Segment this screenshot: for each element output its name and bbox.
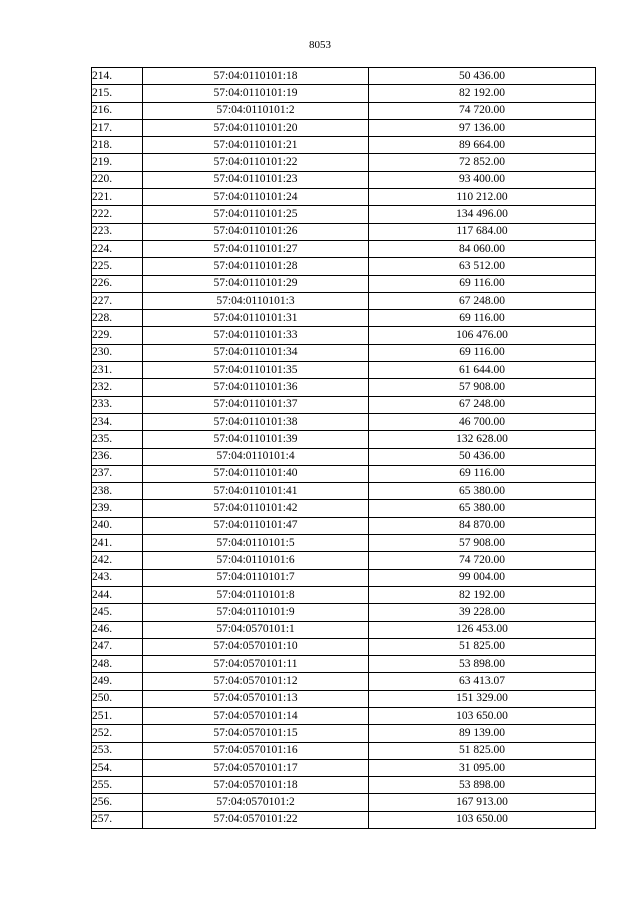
row-number: 233.: [92, 396, 143, 413]
table-row: [92, 586, 596, 603]
cadastral-value: 51 825.00: [369, 742, 596, 759]
cadastral-value: 93 400.00: [369, 171, 596, 188]
cadastral-value: 67 248.00: [369, 292, 596, 309]
table-row: [92, 811, 596, 828]
row-number: 251.: [92, 707, 143, 724]
table-row: [92, 310, 596, 327]
cadastral-number: 57:04:0110101:47: [143, 517, 369, 534]
cadastral-number: 57:04:0110101:25: [143, 206, 369, 223]
cadastral-value: 57 908.00: [369, 535, 596, 552]
cadastral-number: 57:04:0570101:14: [143, 707, 369, 724]
cadastral-value: 61 644.00: [369, 362, 596, 379]
table-row: [92, 535, 596, 552]
cadastral-value: 74 720.00: [369, 552, 596, 569]
cadastral-value: 110 212.00: [369, 189, 596, 206]
cadastral-number: 57:04:0110101:23: [143, 171, 369, 188]
cadastral-number: 57:04:0110101:2: [143, 102, 369, 119]
row-number: 257.: [92, 811, 143, 828]
cadastral-value: 69 116.00: [369, 344, 596, 361]
cadastral-value: 50 436.00: [369, 68, 596, 85]
table-row: [92, 448, 596, 465]
cadastral-number: 57:04:0110101:9: [143, 604, 369, 621]
cadastral-value: 82 192.00: [369, 85, 596, 102]
cadastral-number: 57:04:0110101:27: [143, 240, 369, 257]
row-number: 220.: [92, 171, 143, 188]
row-number: 215.: [92, 85, 143, 102]
row-number: 221.: [92, 189, 143, 206]
table-row: [92, 171, 596, 188]
cadastral-number: 57:04:0570101:17: [143, 759, 369, 776]
table-row: [92, 500, 596, 517]
cadastral-number: 57:04:0570101:18: [143, 777, 369, 794]
cadastral-number: 57:04:0570101:16: [143, 742, 369, 759]
cadastral-number: 57:04:0110101:35: [143, 362, 369, 379]
cadastral-value: 53 898.00: [369, 656, 596, 673]
table-row: [92, 569, 596, 586]
table-row: [92, 777, 596, 794]
cadastral-value: 84 060.00: [369, 240, 596, 257]
cadastral-number: 57:04:0110101:8: [143, 586, 369, 603]
cadastral-value: 63 413.07: [369, 673, 596, 690]
cadastral-number: 57:04:0110101:29: [143, 275, 369, 292]
cadastral-number: 57:04:0570101:12: [143, 673, 369, 690]
cadastral-number: 57:04:0110101:19: [143, 85, 369, 102]
cadastral-number: 57:04:0570101:1: [143, 621, 369, 638]
table-row: [92, 206, 596, 223]
row-number: 231.: [92, 362, 143, 379]
cadastral-value: 117 684.00: [369, 223, 596, 240]
cadastral-number: 57:04:0110101:33: [143, 327, 369, 344]
row-number: 238.: [92, 483, 143, 500]
row-number: 243.: [92, 569, 143, 586]
row-number: 223.: [92, 223, 143, 240]
cadastral-number: 57:04:0110101:4: [143, 448, 369, 465]
cadastral-value: 39 228.00: [369, 604, 596, 621]
cadastral-number: 57:04:0110101:21: [143, 137, 369, 154]
table-body: [92, 68, 596, 829]
row-number: 244.: [92, 586, 143, 603]
cadastral-number: 57:04:0110101:31: [143, 310, 369, 327]
cadastral-number: 57:04:0570101:13: [143, 690, 369, 707]
cadastral-number: 57:04:0570101:22: [143, 811, 369, 828]
table-row: [92, 638, 596, 655]
table-row: [92, 68, 596, 85]
cadastral-value: 97 136.00: [369, 119, 596, 136]
cadastral-value: 82 192.00: [369, 586, 596, 603]
cadastral-value: 103 650.00: [369, 707, 596, 724]
table-row: [92, 223, 596, 240]
cadastral-number: 57:04:0110101:5: [143, 535, 369, 552]
cadastral-value: 63 512.00: [369, 258, 596, 275]
table-row: [92, 759, 596, 776]
row-number: 236.: [92, 448, 143, 465]
table-row: [92, 413, 596, 430]
cadastral-number: 57:04:0110101:34: [143, 344, 369, 361]
row-number: 249.: [92, 673, 143, 690]
row-number: 234.: [92, 413, 143, 430]
row-number: 237.: [92, 465, 143, 482]
table-row: [92, 552, 596, 569]
row-number: 219.: [92, 154, 143, 171]
cadastral-number: 57:04:0110101:38: [143, 413, 369, 430]
row-number: 227.: [92, 292, 143, 309]
cadastral-value: 72 852.00: [369, 154, 596, 171]
row-number: 217.: [92, 119, 143, 136]
table-row: [92, 673, 596, 690]
cadastral-number: 57:04:0110101:26: [143, 223, 369, 240]
cadastral-number: 57:04:0110101:40: [143, 465, 369, 482]
cadastral-value: 167 913.00: [369, 794, 596, 811]
row-number: 225.: [92, 258, 143, 275]
cadastral-number: 57:04:0110101:37: [143, 396, 369, 413]
cadastral-number: 57:04:0110101:36: [143, 379, 369, 396]
cadastral-value: 134 496.00: [369, 206, 596, 223]
row-number: 239.: [92, 500, 143, 517]
table-row: [92, 344, 596, 361]
table-row: [92, 483, 596, 500]
row-number: 226.: [92, 275, 143, 292]
row-number: 216.: [92, 102, 143, 119]
cadastral-number: 57:04:0110101:39: [143, 431, 369, 448]
cadastral-value: 151 329.00: [369, 690, 596, 707]
table-row: [92, 362, 596, 379]
table-row: [92, 794, 596, 811]
row-number: 232.: [92, 379, 143, 396]
cadastral-value: 69 116.00: [369, 275, 596, 292]
table-row: [92, 621, 596, 638]
cadastral-number: 57:04:0570101:2: [143, 794, 369, 811]
row-number: 241.: [92, 535, 143, 552]
table-row: [92, 240, 596, 257]
row-number: 228.: [92, 310, 143, 327]
cadastral-number: 57:04:0110101:3: [143, 292, 369, 309]
cadastral-value: 65 380.00: [369, 500, 596, 517]
cadastral-number: 57:04:0570101:15: [143, 725, 369, 742]
cadastral-value: 99 004.00: [369, 569, 596, 586]
cadastral-number: 57:04:0110101:7: [143, 569, 369, 586]
cadastral-value: 69 116.00: [369, 310, 596, 327]
cadastral-value: 103 650.00: [369, 811, 596, 828]
row-number: 246.: [92, 621, 143, 638]
cadastral-number: 57:04:0110101:41: [143, 483, 369, 500]
cadastral-value: 57 908.00: [369, 379, 596, 396]
row-number: 218.: [92, 137, 143, 154]
table-row: [92, 725, 596, 742]
table-row: [92, 327, 596, 344]
table-row: [92, 707, 596, 724]
table-row: [92, 292, 596, 309]
row-number: 250.: [92, 690, 143, 707]
cadastral-value: 84 870.00: [369, 517, 596, 534]
table-row: [92, 275, 596, 292]
table-row: [92, 102, 596, 119]
row-number: 256.: [92, 794, 143, 811]
cadastral-value: 31 095.00: [369, 759, 596, 776]
row-number: 255.: [92, 777, 143, 794]
cadastral-value: 89 664.00: [369, 137, 596, 154]
cadastral-value: 132 628.00: [369, 431, 596, 448]
table-row: [92, 656, 596, 673]
row-number: 222.: [92, 206, 143, 223]
row-number: 242.: [92, 552, 143, 569]
table-row: [92, 379, 596, 396]
cadastral-number: 57:04:0110101:28: [143, 258, 369, 275]
row-number: 254.: [92, 759, 143, 776]
table-row: [92, 396, 596, 413]
row-number: 224.: [92, 240, 143, 257]
table-row: [92, 604, 596, 621]
row-number: 245.: [92, 604, 143, 621]
row-number: 235.: [92, 431, 143, 448]
table-row: [92, 258, 596, 275]
table-row: [92, 431, 596, 448]
row-number: 247.: [92, 638, 143, 655]
cadastral-number: 57:04:0570101:11: [143, 656, 369, 673]
table-row: [92, 517, 596, 534]
cadastral-number: 57:04:0110101:18: [143, 68, 369, 85]
row-number: 252.: [92, 725, 143, 742]
table-row: [92, 690, 596, 707]
row-number: 253.: [92, 742, 143, 759]
cadastral-number: 57:04:0570101:10: [143, 638, 369, 655]
cadastral-value: 126 453.00: [369, 621, 596, 638]
cadastral-value: 53 898.00: [369, 777, 596, 794]
table-row: [92, 154, 596, 171]
row-number: 214.: [92, 68, 143, 85]
cadastral-value: 50 436.00: [369, 448, 596, 465]
table-row: [92, 85, 596, 102]
cadastral-number: 57:04:0110101:20: [143, 119, 369, 136]
row-number: 230.: [92, 344, 143, 361]
row-number: 248.: [92, 656, 143, 673]
cadastral-number: 57:04:0110101:24: [143, 189, 369, 206]
cadastral-value: 89 139.00: [369, 725, 596, 742]
cadastral-value: 67 248.00: [369, 396, 596, 413]
row-number: 229.: [92, 327, 143, 344]
cadastral-value: 106 476.00: [369, 327, 596, 344]
cadastral-value: 74 720.00: [369, 102, 596, 119]
cadastral-value-table: [91, 67, 596, 829]
row-number: 240.: [92, 517, 143, 534]
table-row: [92, 189, 596, 206]
cadastral-number: 57:04:0110101:22: [143, 154, 369, 171]
cadastral-number: 57:04:0110101:42: [143, 500, 369, 517]
cadastral-value: 65 380.00: [369, 483, 596, 500]
cadastral-value: 51 825.00: [369, 638, 596, 655]
table-row: [92, 119, 596, 136]
table-row: [92, 137, 596, 154]
page-number: 8053: [309, 39, 331, 51]
table-row: [92, 742, 596, 759]
table-row: [92, 465, 596, 482]
cadastral-number: 57:04:0110101:6: [143, 552, 369, 569]
cadastral-value: 69 116.00: [369, 465, 596, 482]
cadastral-value: 46 700.00: [369, 413, 596, 430]
